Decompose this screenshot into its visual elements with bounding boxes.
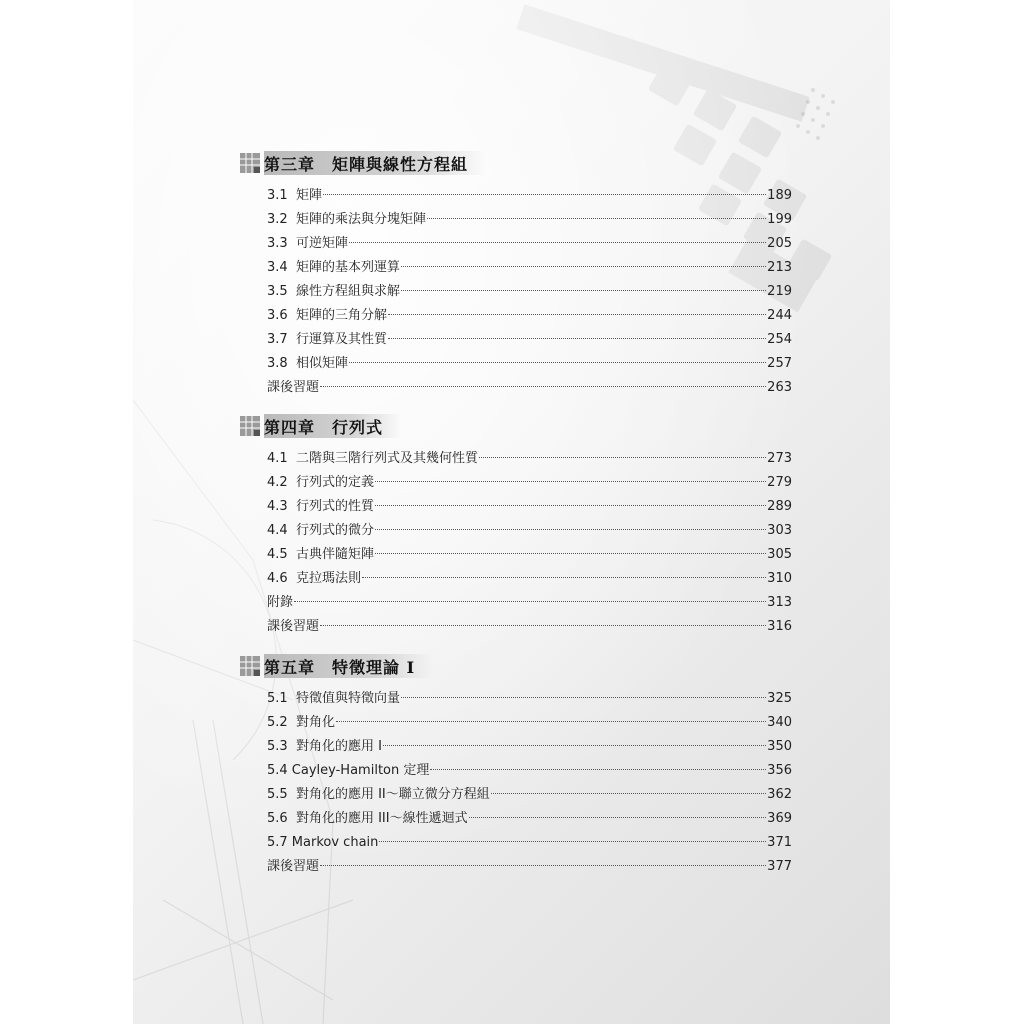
- dot-leader: [430, 769, 766, 770]
- dot-leader: [375, 505, 766, 506]
- chapter-title: 第四章 行列式: [264, 417, 384, 437]
- toc-entry[interactable]: [267, 759, 792, 783]
- entry-title: 5.4 Cayley-Hamilton 定理: [267, 763, 430, 778]
- toc-entry[interactable]: [267, 447, 792, 471]
- chapter-header: [240, 653, 800, 679]
- dot-leader: [320, 865, 766, 866]
- entry-title: 5.1 特徵值與特徵向量: [267, 691, 400, 706]
- dot-leader: [349, 242, 766, 243]
- chapter-title: 第五章 特徵理論 I: [264, 657, 416, 677]
- dot-leader: [479, 457, 766, 458]
- entry-list: [240, 184, 800, 400]
- entry-page-number: 369: [767, 811, 792, 826]
- entry-title: 4.4 行列式的微分: [267, 523, 374, 538]
- entry-page-number: 263: [767, 380, 792, 395]
- dot-leader: [336, 721, 766, 722]
- toc-entry[interactable]: [267, 280, 792, 304]
- toc-entry[interactable]: [267, 376, 792, 400]
- entry-page-number: 273: [767, 451, 792, 466]
- entry-title: 課後習題: [267, 380, 320, 395]
- chapter-header: [240, 150, 800, 176]
- chapter-grid-icon: [240, 656, 260, 676]
- entry-page-number: 189: [767, 188, 792, 203]
- entry-title: 課後習題: [267, 619, 320, 634]
- entry-page-number: 244: [767, 308, 792, 323]
- entry-page-number: 340: [767, 715, 792, 730]
- toc-entry[interactable]: [267, 471, 792, 495]
- entry-title: 3.1 矩陣: [267, 188, 322, 203]
- entry-page-number: 305: [767, 547, 792, 562]
- chapter-title-band: [264, 654, 433, 678]
- entry-page-number: 213: [767, 260, 792, 275]
- entry-page-number: 257: [767, 356, 792, 371]
- dot-leader: [375, 529, 766, 530]
- chapter-grid-icon: [240, 153, 260, 173]
- toc-entry[interactable]: [267, 304, 792, 328]
- toc-entry[interactable]: [267, 519, 792, 543]
- entry-title: 3.4 矩陣的基本列運算: [267, 260, 400, 275]
- toc-entry[interactable]: [267, 232, 792, 256]
- chapter-section: [240, 413, 800, 639]
- entry-page-number: 356: [767, 763, 792, 778]
- toc-entry[interactable]: [267, 807, 792, 831]
- entry-page-number: 316: [767, 619, 792, 634]
- entry-title: 4.2 行列式的定義: [267, 475, 374, 490]
- dot-leader: [491, 793, 766, 794]
- entry-title: 3.8 相似矩陣: [267, 356, 348, 371]
- dot-leader: [379, 841, 766, 842]
- dot-leader: [323, 194, 766, 195]
- toc-entry[interactable]: [267, 687, 792, 711]
- entry-title: 4.6 克拉瑪法則: [267, 571, 361, 586]
- dot-leader: [362, 577, 766, 578]
- entry-page-number: 362: [767, 787, 792, 802]
- dot-leader: [320, 625, 766, 626]
- entry-title: 附錄: [267, 595, 294, 610]
- toc-entry[interactable]: [267, 495, 792, 519]
- dot-leader: [388, 338, 766, 339]
- entry-page-number: 325: [767, 691, 792, 706]
- entry-title: 4.1 二階與三階行列式及其幾何性質: [267, 451, 478, 466]
- entry-title: 3.2 矩陣的乘法與分塊矩陣: [267, 212, 426, 227]
- toc-entry[interactable]: [267, 615, 792, 639]
- toc-entry[interactable]: [267, 543, 792, 567]
- entry-title: 5.2 對角化: [267, 715, 335, 730]
- entry-title: 5.6 對角化的應用 III～線性遞迴式: [267, 811, 468, 826]
- toc-entry[interactable]: [267, 855, 792, 879]
- dot-leader: [320, 386, 766, 387]
- entry-title: 課後習題: [267, 859, 320, 874]
- toc-entry[interactable]: [267, 831, 792, 855]
- entry-list: [240, 447, 800, 639]
- chapter-grid-icon: [240, 416, 260, 436]
- dot-leader: [375, 553, 766, 554]
- entry-page-number: 303: [767, 523, 792, 538]
- toc-entry[interactable]: [267, 735, 792, 759]
- entry-title: 5.5 對角化的應用 II～聯立微分方程組: [267, 787, 490, 802]
- chapter-section: [240, 653, 800, 879]
- toc-entry[interactable]: [267, 256, 792, 280]
- entry-title: 5.7 Markov chain: [267, 835, 379, 850]
- chapter-title: 第三章 矩陣與線性方程組: [264, 154, 469, 174]
- toc-entry[interactable]: [267, 352, 792, 376]
- toc-entry[interactable]: [267, 567, 792, 591]
- toc-entry[interactable]: [267, 783, 792, 807]
- dot-leader: [469, 817, 767, 818]
- entry-page-number: 199: [767, 212, 792, 227]
- toc-entry[interactable]: [267, 591, 792, 615]
- entry-title: 5.3 對角化的應用 I: [267, 739, 382, 754]
- toc-entry[interactable]: [267, 208, 792, 232]
- dot-leader: [375, 481, 766, 482]
- entry-title: 3.7 行運算及其性質: [267, 332, 387, 347]
- entry-title: 4.3 行列式的性質: [267, 499, 374, 514]
- dot-leader: [401, 697, 766, 698]
- chapter-title-band: [264, 414, 401, 438]
- chapter-section: [240, 150, 800, 400]
- entry-page-number: 310: [767, 571, 792, 586]
- dot-leader: [401, 290, 766, 291]
- toc-entry[interactable]: [267, 328, 792, 352]
- dot-leader: [388, 314, 766, 315]
- dot-leader: [427, 218, 766, 219]
- entry-page-number: 371: [767, 835, 792, 850]
- entry-page-number: 219: [767, 284, 792, 299]
- entry-title: 3.5 線性方程組與求解: [267, 284, 400, 299]
- entry-title: 3.6 矩陣的三角分解: [267, 308, 387, 323]
- entry-page-number: 313: [767, 595, 792, 610]
- chapter-header: [240, 413, 800, 439]
- entry-page-number: 289: [767, 499, 792, 514]
- dot-leader: [349, 362, 766, 363]
- entry-title: 3.3 可逆矩陣: [267, 236, 348, 251]
- dot-leader: [294, 601, 766, 602]
- entry-list: [240, 687, 800, 879]
- entry-page-number: 350: [767, 739, 792, 754]
- dot-leader: [401, 266, 766, 267]
- entry-page-number: 205: [767, 236, 792, 251]
- toc-entry[interactable]: [267, 711, 792, 735]
- entry-page-number: 254: [767, 332, 792, 347]
- entry-page-number: 377: [767, 859, 792, 874]
- toc-entry[interactable]: [267, 184, 792, 208]
- chapter-title-band: [264, 151, 486, 175]
- entry-title: 4.5 古典伴隨矩陣: [267, 547, 374, 562]
- dot-leader: [383, 745, 766, 746]
- entry-page-number: 279: [767, 475, 792, 490]
